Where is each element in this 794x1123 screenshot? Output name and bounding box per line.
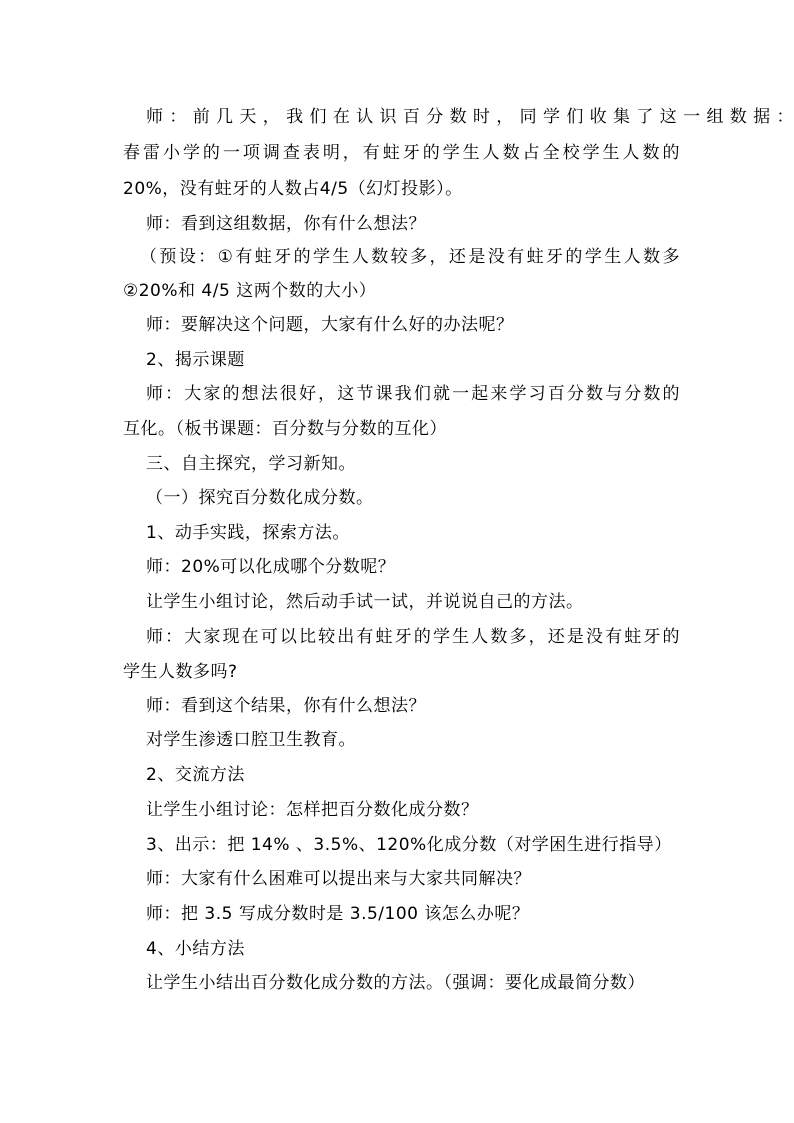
paragraph-line: 师：要解决这个问题，大家有什么好的办法呢？ <box>146 315 514 335</box>
step-heading: 4、小结方法 <box>146 939 245 959</box>
step-heading: 2、交流方法 <box>146 765 245 785</box>
section-heading: 三、自主探究，学习新知。 <box>146 454 356 474</box>
paragraph-line: 师：把 3.5 写成分数时是 3.5/100 该怎么办呢？ <box>146 904 530 924</box>
paragraph-line: 让学生小组讨论，然后动手试一试，并说说自己的方法。 <box>146 592 584 612</box>
paragraph-line: 师：前几天，我们在认识百分数时，同学们收集了这一组数据： <box>146 107 794 127</box>
paragraph-line: 学生人数多吗? <box>123 662 238 682</box>
paragraph-line: 让学生小组讨论：怎样把百分数化成分数？ <box>146 800 479 820</box>
paragraph-line: 春雷小学的一项调查表明，有蛀牙的学生人数占全校学生人数的 <box>123 143 680 163</box>
paragraph-line: 师：20%可以化成哪个分数呢？ <box>146 557 396 577</box>
paragraph-line: 互化。（板书课题：百分数与分数的互化） <box>123 419 447 439</box>
paragraph-line: 师：大家的想法很好，这节课我们就一起来学习百分数与分数的 <box>146 384 680 404</box>
paragraph-line: 师：大家有什么困难可以提出来与大家共同解决？ <box>146 869 531 889</box>
paragraph-line: 师：看到这组数据，你有什么想法？ <box>146 214 426 234</box>
section-heading: 2、揭示课题 <box>146 350 245 370</box>
subsection-heading: （一）探究百分数化成分数。 <box>146 488 374 508</box>
paragraph-line: ②20%和 4/5 这两个数的大小） <box>123 281 377 301</box>
paragraph-line: （预设：①有蛀牙的学生人数较多，还是没有蛀牙的学生人数多 <box>140 247 680 267</box>
paragraph-line: 对学生渗透口腔卫生教育。 <box>146 730 356 750</box>
paragraph-line: 师：大家现在可以比较出有蛀牙的学生人数多，还是没有蛀牙的 <box>146 627 680 647</box>
paragraph-line: 3、出示：把 14% 、3.5%、120%化成分数（对学困生进行指导） <box>146 835 672 855</box>
paragraph-line: 20%，没有蛀牙的人数占4/5（幻灯投影）。 <box>123 179 463 199</box>
step-heading: 1、动手实践，探索方法。 <box>146 523 350 543</box>
paragraph-line: 让学生小结出百分数化成分数的方法。（强调：要化成最简分数） <box>146 973 645 993</box>
paragraph-line: 师：看到这个结果，你有什么想法？ <box>146 696 426 716</box>
